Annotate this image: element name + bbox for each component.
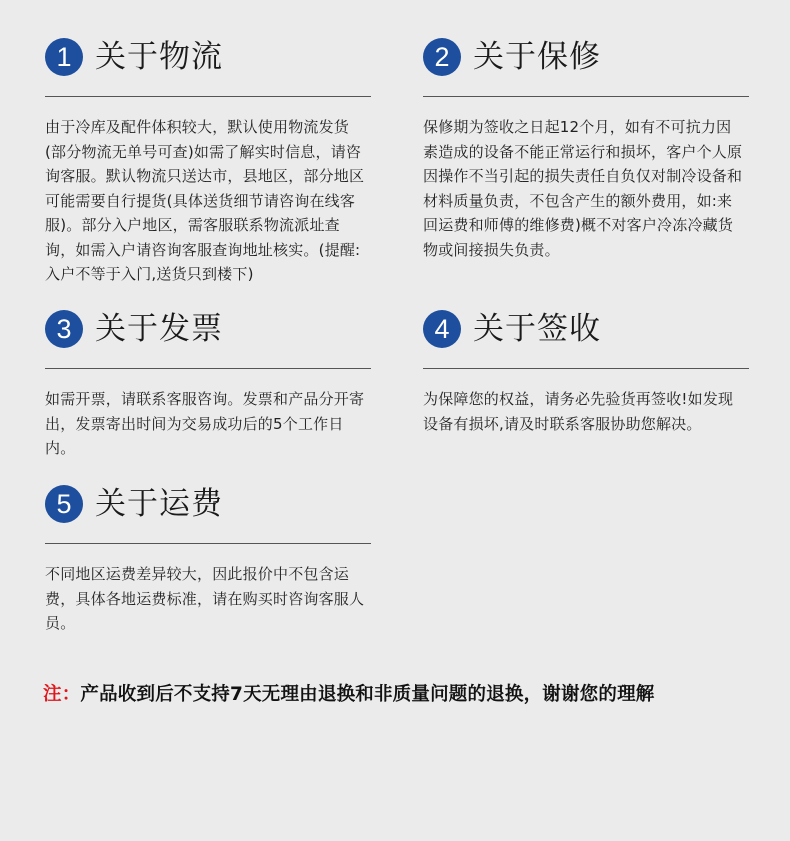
section-header <box>45 306 375 352</box>
section-warranty <box>423 34 753 262</box>
divider <box>45 368 371 369</box>
section-header <box>45 481 375 527</box>
number-badge-4: 4 <box>423 310 461 348</box>
section-title: 关于发票 <box>95 310 223 347</box>
section-text: 保修期为签收之日起12个月，如有不可抗力因素造成的设备不能正常运行和损坏，客户个人原因操作不当引起的损失责任自负仅对制冷设备和材料质量负责，不包含产生的额外费用，如:来回运费和师傅的维修费)概不对客户冷冻冷藏货物或间接损失负责。 <box>423 118 743 259</box>
divider <box>45 543 371 544</box>
number-badge-2: 2 <box>423 38 461 76</box>
section-invoice <box>45 306 375 461</box>
section-receipt <box>423 306 753 436</box>
number-badge-3: 3 <box>45 310 83 348</box>
divider <box>423 368 749 369</box>
note-text: 产品收到后不支持7天无理由退换和非质量问题的退换，谢谢您的理解 <box>80 684 655 705</box>
section-text: 如需开票，请联系客服咨询。发票和产品分开寄出，发票寄出时间为交易成功后的5个工作日内。 <box>45 390 365 457</box>
number-badge-5: 5 <box>45 485 83 523</box>
return-policy-note <box>43 680 763 706</box>
section-text: 不同地区运费差异较大，因此报价中不包含运费，具体各地运费标准，请在购买时咨询客服人员。 <box>45 565 365 632</box>
section-header <box>45 34 375 80</box>
section-title: 关于保修 <box>473 38 601 75</box>
divider <box>423 96 749 97</box>
section-header <box>423 34 753 80</box>
section-text: 为保障您的权益，请务必先验货再签收!如发现设备有损坏,请及时联系客服协助您解决。 <box>423 390 734 433</box>
section-logistics <box>45 34 375 287</box>
section-title: 关于物流 <box>95 38 223 75</box>
section-text: 由于冷库及配件体积较大，默认使用物流发货(部分物流无单号可查)如需了解实时信息，请咨询客服。默认物流只送达市，县地区，部分地区可能需要自行提货(具体送货细节请咨询在线客服)。部分入户地区，需客服联系物流派址查询，如需入户请咨询客服查询地址核实。(提醒:入户不等于入门,送货只到楼下) <box>45 118 365 283</box>
number-badge-1: 1 <box>45 38 83 76</box>
section-title: 关于签收 <box>473 310 601 347</box>
section-header <box>423 306 753 352</box>
divider <box>45 96 371 97</box>
section-shipping-fee <box>45 481 375 636</box>
section-title: 关于运费 <box>95 485 223 522</box>
note-prefix: 注： <box>43 684 81 705</box>
